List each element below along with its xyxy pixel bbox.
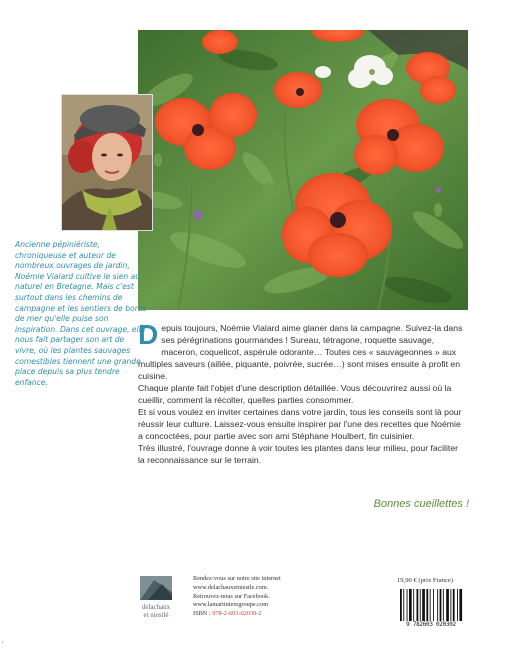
barcode-bar-15	[450, 589, 451, 621]
barcode-bar-17	[457, 589, 458, 621]
barcode-bar-12	[440, 589, 442, 621]
barcode-bar-3	[409, 589, 412, 621]
barcode	[398, 589, 464, 621]
barcode-bar-2	[407, 589, 408, 621]
barcode-bar-16	[453, 589, 455, 621]
isbn-number: 978-2-603-02030-2	[212, 610, 262, 618]
barcode-bar-1	[403, 589, 404, 621]
barcode-bar-10	[433, 589, 434, 621]
barcode-bar-5	[417, 589, 419, 621]
isbn-label: ISBN :	[193, 610, 211, 618]
publisher-name-line-2: et niestlé	[143, 611, 169, 619]
drop-cap: D	[138, 319, 159, 350]
barcode-bar-8	[426, 589, 428, 621]
publisher-logo	[134, 576, 178, 636]
publisher-name	[134, 603, 178, 619]
portrait-illustration	[62, 95, 152, 230]
barcode-bar-4	[413, 589, 414, 621]
price: 19,90 € (prix France)	[397, 577, 454, 584]
group-website-link[interactable]: www.lamartinieregroupe.com	[193, 601, 269, 609]
paragraph-2: Chaque plante fait l'objet d'une description détaillée. Vous découvrirez aussi où la cueillir, comment la récolter, quelles parties consommer.	[138, 383, 452, 405]
barcode-bar-9	[430, 589, 431, 621]
barcode-bar-13	[443, 589, 444, 621]
website-link[interactable]: www.delachauxetniestle.com.	[193, 583, 269, 591]
paragraph-3: Et si vous voulez en inviter certaines dans votre jardin, tous les conseils sont là pour réussir leur culture. Laissez-vous ensuite inspirer par l'une des recettes que Noémie a concoctées, pour partie avec son ami Stéphane Houlbert, fin cuisinier.	[138, 407, 462, 441]
contact-line-1: Rendez-vous sur notre site internet	[193, 575, 281, 582]
barcode-bar-0	[400, 589, 402, 621]
publisher-contact	[193, 575, 373, 619]
back-cover-text	[138, 319, 466, 466]
paragraph-1	[138, 319, 466, 382]
barcode-bar-14	[446, 589, 449, 621]
barcode-bar-6	[420, 589, 421, 621]
barcode-bar-7	[422, 589, 425, 621]
barcode-bar-11	[437, 589, 438, 621]
poppy-illustration	[138, 30, 468, 310]
barcode-number: 9 782603 020302	[406, 621, 456, 628]
isbn-line	[193, 610, 373, 619]
author-portrait	[62, 95, 152, 230]
crop-mark: '	[2, 641, 4, 648]
poppy-photo	[138, 30, 468, 310]
publisher-logo-icon	[140, 576, 172, 600]
author-bio	[15, 240, 147, 388]
publisher-name-line-1: delachaux	[141, 603, 171, 611]
contact-line-3: Retrouvez-nous sur Facebook.	[193, 592, 270, 600]
paragraph-4: Très illustré, l'ouvrage donne à voir toutes les plantes dans leur milieu, pour faciliter la reconnaissance sur le terrain.	[138, 443, 459, 465]
signoff: Bonnes cueillettes !	[373, 498, 469, 510]
barcode-bar-18	[459, 589, 462, 621]
author-bio-text: Ancienne pépiniériste, chroniqueuse et auteur de nombreux ouvrages de jardin, Noémie Vialard cultive le sien au naturel en Bretagne. Mais c'est surtout dans les chemins de campagne et les sentiers de bords de mer qu'elle puise son inspiration. Dans cet ouvrage, elle nous fait partager son art de vivre, où les plantes sauvages comestibles tiennent une grande place depuis sa plus tendre enfance.	[15, 240, 147, 387]
paragraph-1-text: epuis toujours, Noémie Vialard aime glaner dans la campagne. Suivez-la dans ses pérégrinations gourmandes ! Sureau, tétragone, roquette sauvage, maceron, coquelicot, aspérule odorante… Toutes ces « sauvageonnes » aux multiples saveurs (aillée, piquante, poivrée, sucrée…) sont mises ensuite à profit en cuisine.	[138, 323, 463, 381]
